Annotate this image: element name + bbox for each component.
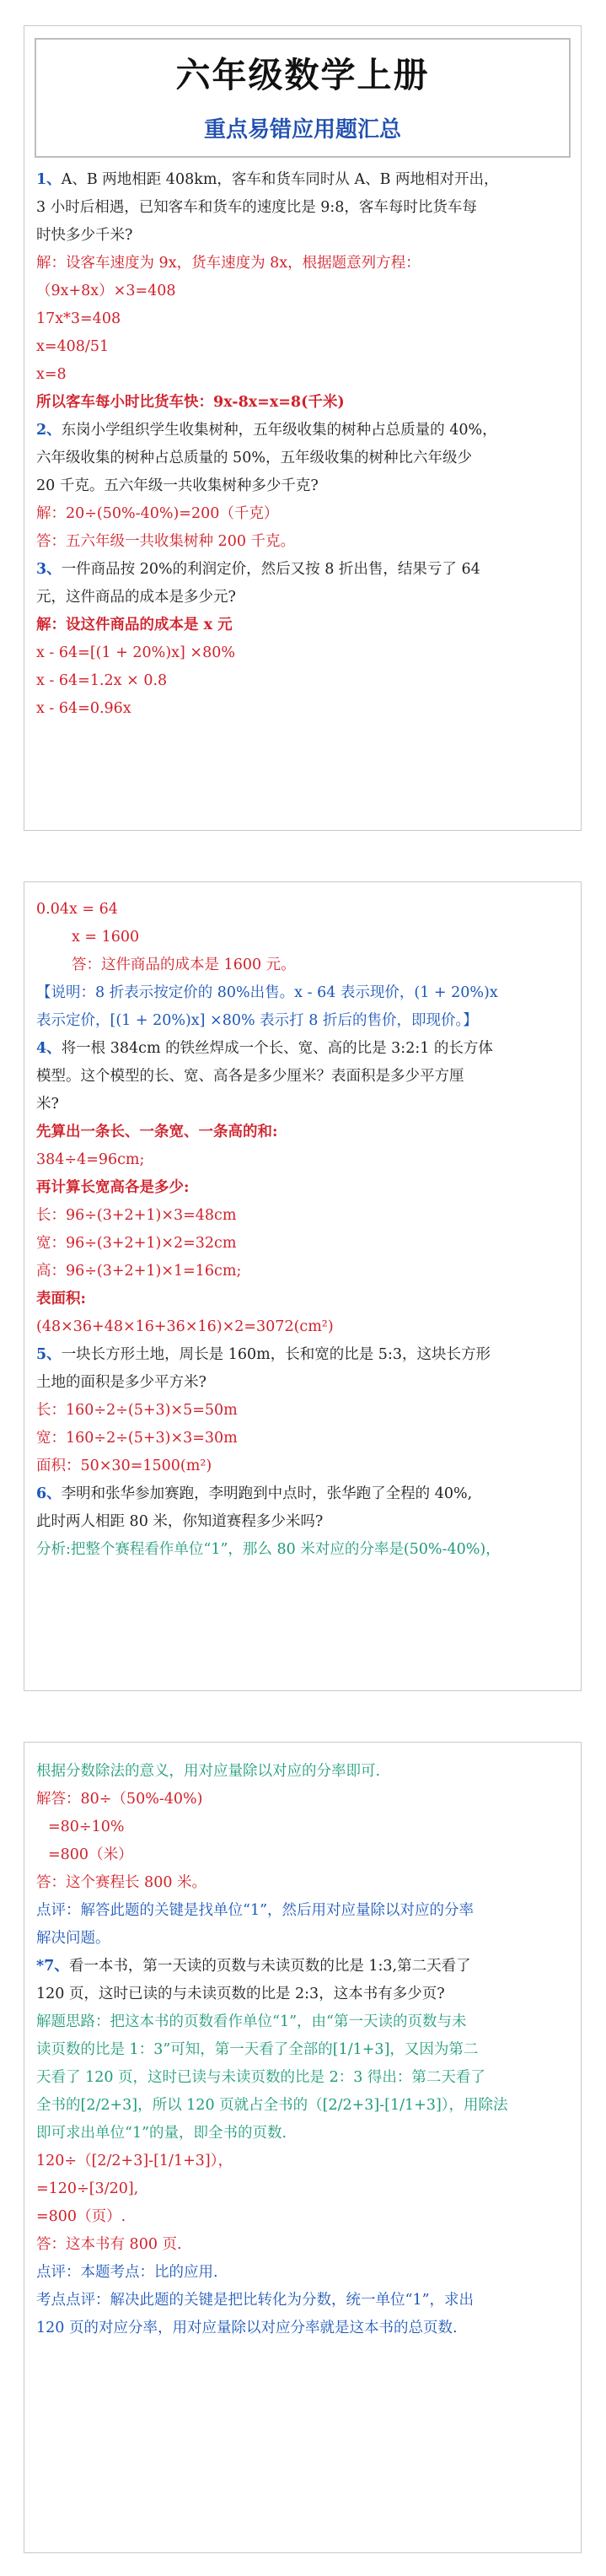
text-line [36, 361, 571, 389]
line-text: 384÷4=96cm; [36, 1151, 145, 1168]
text-line [36, 2148, 571, 2175]
text-line [36, 556, 571, 584]
text-line [36, 667, 571, 695]
text-line [36, 2008, 571, 2036]
line-text: 解：设这件商品的成本是 x 元 [36, 617, 233, 633]
question-number: 1、 [36, 171, 62, 188]
text-line [36, 500, 571, 528]
text-line [36, 1981, 571, 2008]
question-number: 6、 [36, 1485, 62, 1502]
page-3-content [24, 1743, 581, 2342]
text-line [36, 305, 571, 333]
text-line [36, 1897, 571, 1925]
question-number: 5、 [36, 1346, 62, 1363]
text-line [36, 333, 571, 361]
page-2 [24, 881, 582, 1691]
line-text: 先算出一条长、一条宽、一条高的和: [36, 1124, 278, 1140]
line-text: 看一本书，第一天读的页数与未读页数的比是 1:3,第二天看了 [68, 1958, 471, 1975]
text-line [36, 2175, 571, 2203]
line-text: x - 64=0.96x [36, 700, 131, 717]
page-3 [24, 1742, 582, 2553]
text-line [36, 417, 571, 445]
text-line [36, 979, 571, 1007]
text-line [36, 1369, 571, 1397]
line-text: x - 64=1.2x × 0.8 [36, 672, 168, 689]
line-text: 17x*3=408 [36, 310, 121, 327]
line-text: A、B 两地相距 408km，客车和货车同时从 A、B 两地相对开出， [61, 171, 499, 188]
page-title: 六年级数学上册 [175, 55, 430, 95]
line-text: 答：这本书有 800 页. [36, 2236, 182, 2253]
text-line [36, 445, 571, 472]
page-2-content [24, 882, 581, 1564]
text-line [36, 222, 571, 250]
line-text: 天看了 120 页，这时已读与未读页数的比是 2：3 得出：第二天看了 [36, 2069, 485, 2086]
line-text: =800（页）. [36, 2208, 126, 2225]
text-line [36, 1953, 571, 1981]
line-text: 一块长方形土地，周长是 160m，长和宽的比是 5:3，这块长方形 [61, 1346, 491, 1363]
text-line [36, 1230, 571, 1258]
line-text: 一件商品按 20%的利润定价，然后又按 8 折出售，结果亏了 64 [61, 561, 480, 578]
line-text: 元，这件商品的成本是多少元? [36, 589, 236, 606]
text-line [36, 2203, 571, 2231]
text-line [36, 1452, 571, 1480]
text-line [36, 2287, 571, 2315]
page-subtitle: 重点易错应用题汇总 [203, 117, 401, 143]
line-text: 东岗小学组织学生收集树种，五年级收集的树种占总质量的 40%， [61, 422, 497, 439]
line-text: 答：五六年级一共收集树种 200 千克。 [36, 533, 296, 550]
line-text: 3 小时后相遇，已知客车和货车的速度比是 9:8，客车每时比货车每 [36, 199, 477, 216]
page-1-content [24, 164, 581, 723]
text-line [36, 1758, 571, 1786]
line-text: 解决问题。 [36, 1930, 110, 1947]
line-text: 点评：本题考点：比的应用. [36, 2264, 218, 2281]
line-text: 宽：96÷(3+2+1)×2=32cm [36, 1235, 237, 1252]
text-line [36, 278, 571, 305]
text-line [36, 1007, 571, 1035]
page-1 [24, 25, 582, 831]
line-text: 此时两人相距 80 米，你知道赛程多少米吗? [36, 1513, 324, 1530]
line-text: 即可求出单位“1”的量，即全书的页数. [36, 2125, 287, 2142]
line-text: 【说明：8 折表示按定价的 80%出售。x - 64 表示现价，(1 + 20%)x [36, 984, 498, 1001]
line-text: 考点点评：解决此题的关键是把比转化为分数，统一单位“1”，求出 [36, 2292, 475, 2309]
question-number: 3、 [36, 561, 62, 578]
text-line [36, 584, 571, 612]
line-text: 20 千克。五六年级一共收集树种多少千克? [36, 477, 319, 494]
text-line [36, 1508, 571, 1536]
line-text: 答：这个赛程长 800 米。 [36, 1874, 207, 1891]
line-text: 长：96÷(3+2+1)×3=48cm [36, 1207, 237, 1224]
line-text: x=408/51 [36, 338, 110, 355]
text-line [36, 1091, 571, 1118]
line-text: 根据分数除法的意义，用对应量除以对应的分率即可. [36, 1763, 381, 1780]
text-line [36, 1536, 571, 1564]
line-text: 高：96÷(3+2+1)×1=16cm; [36, 1263, 242, 1280]
line-text: 表示定价，[(1 + 20%)x] ×80% 表示打 8 折后的售价，即现价。】 [36, 1012, 478, 1029]
text-line [36, 250, 571, 278]
line-text: 长：160÷2÷(5+3)×5=50m [36, 1402, 238, 1419]
line-text: 全书的[2/2+3]，所以 120 页就占全书的（[2/2+3]-[1/1+3]），用除法 [36, 2097, 508, 2114]
line-text: =800（米） [48, 1846, 133, 1863]
text-line [36, 1480, 571, 1508]
line-text: 解题思路：把这本书的页数看作单位“1”，由“第一天读的页数与未 [36, 2013, 467, 2030]
text-line [36, 2315, 571, 2342]
line-text: 解：设客车速度为 9x，货车速度为 8x，根据题意列方程： [36, 255, 421, 272]
text-line [36, 2036, 571, 2064]
text-line [36, 1925, 571, 1953]
line-text: 时快多少千米? [36, 227, 133, 244]
text-line [36, 1202, 571, 1230]
line-text: x = 1600 [72, 929, 140, 946]
question-number: *7、 [36, 1958, 69, 1975]
text-line [36, 951, 571, 979]
text-line [36, 695, 571, 723]
text-line [36, 612, 571, 639]
line-text: x - 64=[(1 + 20%)x] ×80% [36, 644, 235, 661]
text-line [36, 1341, 571, 1369]
text-line [36, 1313, 571, 1341]
line-text: =120÷[3/20], [36, 2180, 139, 2197]
line-text: 读页数的比是 1：3”可知，第一天看了全部的[1/1+3]，又因为第二 [36, 2041, 479, 2058]
line-text: 宽：160÷2÷(5+3)×3=30m [36, 1430, 238, 1447]
text-line [36, 2120, 571, 2148]
text-line [36, 472, 571, 500]
text-line [36, 528, 571, 556]
text-line [36, 389, 571, 417]
line-text: 点评：解答此题的关键是找单位“1”，然后用对应量除以对应的分率 [36, 1902, 475, 1919]
question-number: 2、 [36, 422, 62, 439]
text-line [36, 2064, 571, 2092]
line-text: 面积：50×30=1500(m²) [36, 1458, 212, 1474]
line-text: 120÷（[2/2+3]-[1/1+3]）， [36, 2153, 233, 2169]
text-line [36, 166, 571, 194]
line-text: 解：20÷(50%-40%)=200（千克） [36, 505, 279, 522]
text-line [36, 2259, 571, 2287]
text-line [36, 1063, 571, 1091]
text-line [36, 1425, 571, 1452]
title-box [35, 38, 571, 158]
text-line [36, 1035, 571, 1063]
line-text: 解答：80÷（50%-40%) [36, 1791, 203, 1808]
line-text: 120 页，这时已读的与未读页数的比是 2:3，这本书有多少页? [36, 1986, 445, 2002]
line-text: x=8 [36, 366, 67, 383]
text-line [36, 194, 571, 222]
line-text: 表面积: [36, 1291, 86, 1307]
text-line [36, 1397, 571, 1425]
text-line [36, 924, 571, 951]
text-line [36, 1118, 571, 1146]
line-text: （9x+8x）×3=408 [36, 283, 176, 299]
line-text: 120 页的对应分率，用对应量除以对应分率就是这本书的总页数. [36, 2320, 458, 2336]
line-text: =80÷10% [48, 1819, 125, 1835]
question-number: 4、 [36, 1040, 62, 1057]
line-text: 分析:把整个赛程看作单位“1”，那么 80 米对应的分率是(50%-40%)， [36, 1541, 501, 1558]
line-text: 六年级收集的树种占总质量的 50%，五年级收集的树种比六年级少 [36, 450, 472, 466]
line-text: 土地的面积是多少平方米? [36, 1374, 206, 1391]
text-line [36, 1146, 571, 1174]
text-line [36, 1285, 571, 1313]
line-text: 答：这件商品的成本是 1600 元。 [72, 957, 296, 973]
line-text: 0.04x = 64 [36, 901, 118, 918]
line-text: 模型。这个模型的长、宽、高各是多少厘米？表面积是多少平方厘 [36, 1068, 464, 1085]
text-line [36, 1786, 571, 1813]
text-line [36, 2231, 571, 2259]
text-line [36, 1841, 571, 1869]
text-line [36, 1813, 571, 1841]
text-line [36, 639, 571, 667]
line-text: 李明和张华参加赛跑，李明跑到中点时，张华跑了全程的 40%, [61, 1485, 473, 1502]
text-line [36, 2092, 571, 2120]
text-line [36, 1174, 571, 1202]
text-line [36, 896, 571, 924]
line-text: 再计算长宽高各是多少: [36, 1179, 190, 1196]
line-text: 所以客车每小时比货车快：9x-8x=x=8(千米) [36, 394, 345, 411]
line-text: 米? [36, 1096, 59, 1113]
line-text: 将一根 384cm 的铁丝焊成一个长、宽、高的比是 3:2:1 的长方体 [61, 1040, 493, 1057]
text-line [36, 1258, 571, 1285]
line-text: (48×36+48×16+36×16)×2=3072(cm²) [36, 1318, 334, 1335]
text-line [36, 1869, 571, 1897]
